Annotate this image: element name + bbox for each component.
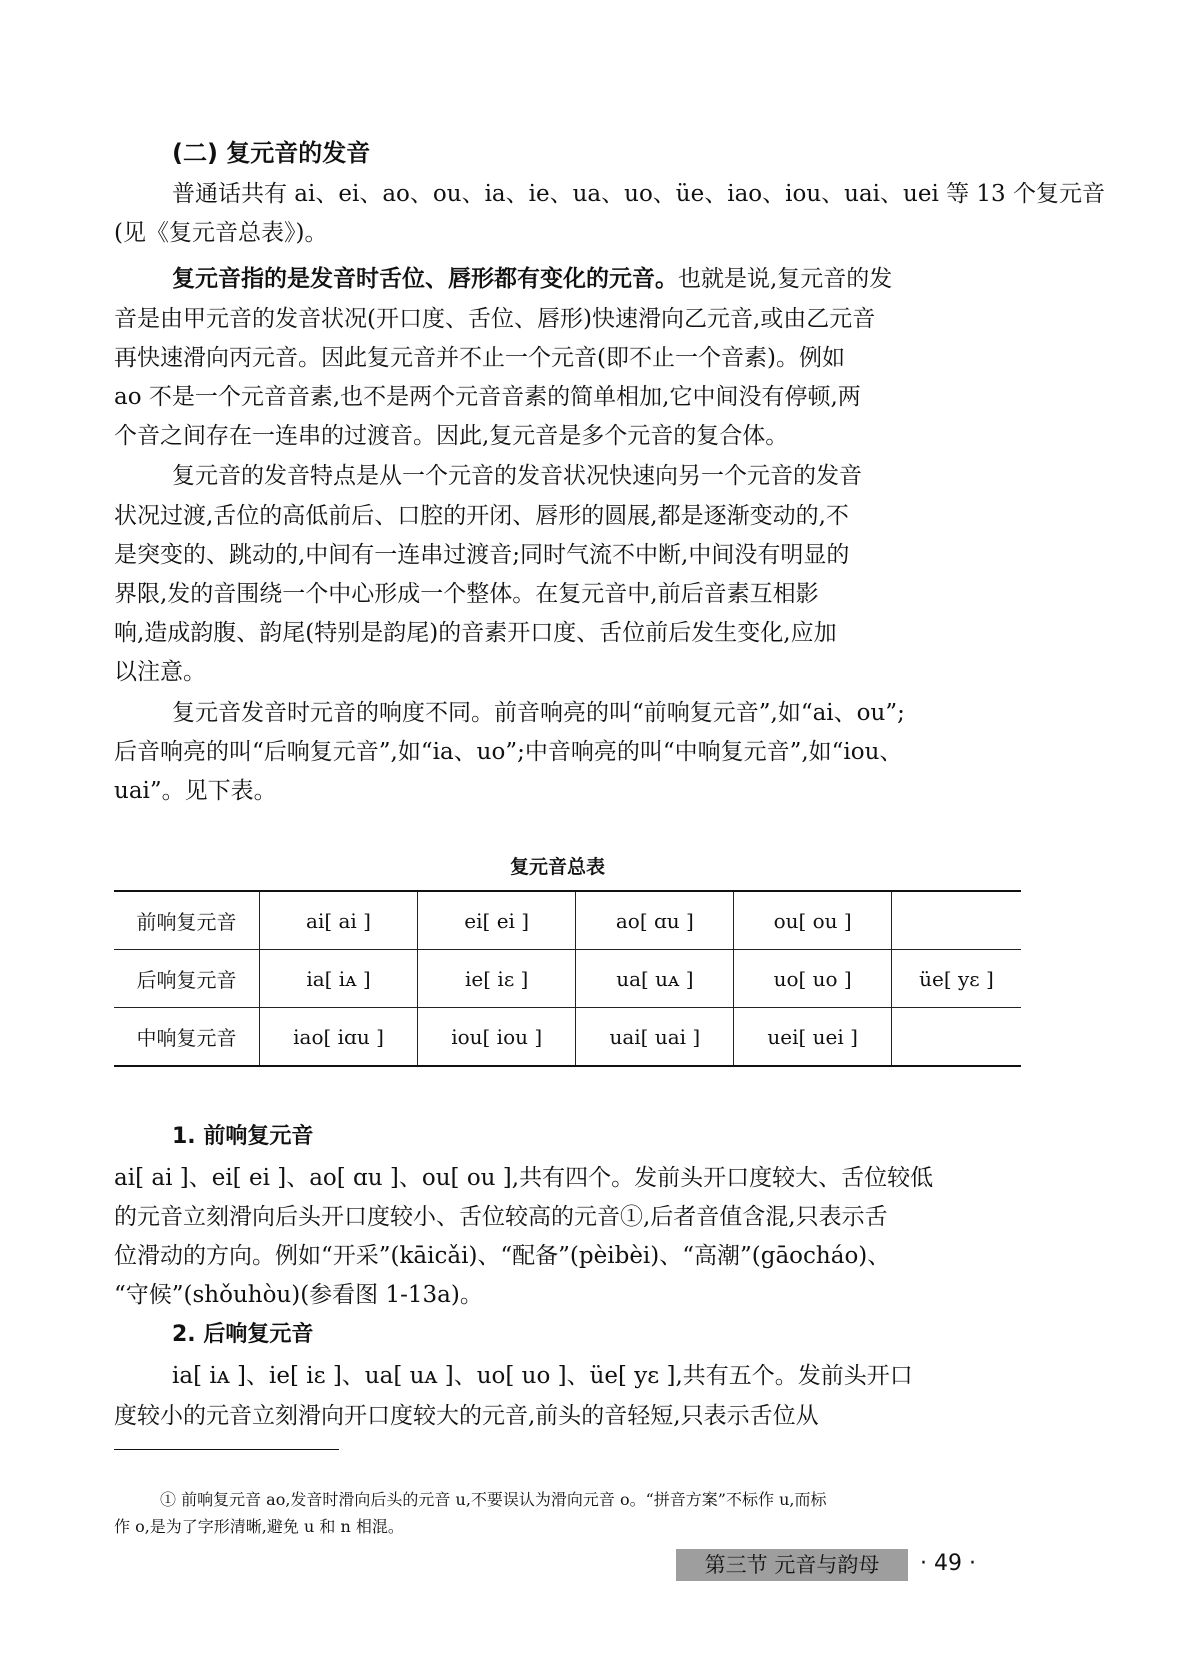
- para2-line-2: 音是由甲元音的发音状况(开口度、舌位、唇形)快速滑向乙元音,或由乙元音: [114, 306, 876, 332]
- para2-bold-definition: 复元音指的是发音时舌位、唇形都有变化的元音。: [172, 266, 678, 292]
- table-cell: ei[ ei ]: [418, 891, 576, 950]
- table-cell: ie[ iɛ ]: [418, 950, 576, 1008]
- table-cell: iou[ iou ]: [418, 1008, 576, 1067]
- table-cell: [891, 1008, 1021, 1067]
- para3-line-3: 是突变的、跳动的,中间有一连串过渡音;同时气流不中断,中间没有明显的: [114, 542, 850, 568]
- table-cell: ao[ ɑu ]: [576, 891, 734, 950]
- sub2-line-1: ia[ iᴀ ]、ie[ iɛ ]、ua[ uᴀ ]、uo[ uo ]、üe[ yɛ ],共有五个。发前头开口: [172, 1363, 913, 1389]
- sub1-line-4: “守候”(shǒuhòu)(参看图 1-13a)。: [114, 1282, 483, 1308]
- para4-line-1: 复元音发音时元音的响度不同。前音响亮的叫“前响复元音”,如“ai、ou”;: [172, 700, 905, 726]
- table-cell: iao[ iɑu ]: [260, 1008, 418, 1067]
- subsection-1-title: 1. 前响复元音: [172, 1124, 314, 1149]
- section-title: (二) 复元音的发音: [172, 139, 371, 167]
- para3-line-4: 界限,发的音围绕一个中心形成一个整体。在复元音中,前后音素互相影: [114, 581, 819, 607]
- para2-line-1: [172, 262, 892, 296]
- footnote-line-1: ① 前响复元音 ao,发音时滑向后头的元音 u,不要误认为滑向元音 o。“拼音方案”不标作 u,而标: [160, 1490, 827, 1509]
- chapter-tag: 第三节 元音与韵母: [676, 1549, 908, 1581]
- subsection-2-title: 2. 后响复元音: [172, 1322, 314, 1347]
- para2-line-4: ao 不是一个元音音素,也不是两个元音音素的简单相加,它中间没有停顿,两: [114, 384, 861, 410]
- sub1-line-3: 位滑动的方向。例如“开采”(kāicǎi)、“配备”(pèibèi)、“高潮”(gāocháo)、: [114, 1243, 891, 1269]
- table-cell: uai[ uai ]: [576, 1008, 734, 1067]
- para2-line1-rest: 也就是说,复元音的发: [678, 266, 893, 292]
- para3-line-5: 响,造成韵腹、韵尾(特别是韵尾)的音素开口度、舌位前后发生变化,应加: [114, 620, 837, 646]
- table-cell: uei[ uei ]: [734, 1008, 892, 1067]
- page-number: · 49 ·: [920, 1551, 976, 1576]
- para2-line-3: 再快速滑向丙元音。因此复元音并不止一个元音(即不止一个音素)。例如: [114, 345, 845, 371]
- row-header: 前响复元音: [114, 891, 260, 950]
- row-header: 后响复元音: [114, 950, 260, 1008]
- table-cell: üe[ yɛ ]: [891, 950, 1021, 1008]
- table-cell: [891, 891, 1021, 950]
- table-cell: ai[ ai ]: [260, 891, 418, 950]
- sub2-line-2: 度较小的元音立刻滑向开口度较大的元音,前头的音轻短,只表示舌位从: [114, 1403, 819, 1429]
- para1-line-1: 普通话共有 ai、ei、ao、ou、ia、ie、ua、uo、üe、iao、iou、uai、uei 等 13 个复元音: [172, 181, 1106, 207]
- para3-line-1: 复元音的发音特点是从一个元音的发音状况快速向另一个元音的发音: [172, 463, 862, 489]
- table-row: [114, 950, 1021, 1008]
- table-caption: 复元音总表: [510, 856, 606, 878]
- sub1-line-2: 的元音立刻滑向后头开口度较小、舌位较高的元音①,后者音值含混,只表示舌: [114, 1204, 888, 1230]
- para3-line-2: 状况过渡,舌位的高低前后、口腔的开闭、唇形的圆展,都是逐渐变动的,不: [114, 503, 849, 529]
- table-cell: ua[ uᴀ ]: [576, 950, 734, 1008]
- row-header: 中响复元音: [114, 1008, 260, 1067]
- para3-line-6: 以注意。: [114, 659, 206, 685]
- table-cell: ia[ iᴀ ]: [260, 950, 418, 1008]
- table-cell: ou[ ou ]: [734, 891, 892, 950]
- para4-line-2: 后音响亮的叫“后响复元音”,如“ia、uo”;中音响亮的叫“中响复元音”,如“iou、: [114, 739, 903, 765]
- para4-line-3: uai”。见下表。: [114, 778, 277, 804]
- table-row: [114, 891, 1021, 950]
- table-row: [114, 1008, 1021, 1067]
- para1-line-2: (见《复元音总表》)。: [114, 220, 328, 246]
- footnote-divider: [114, 1449, 339, 1450]
- sub1-line-1: ai[ ai ]、ei[ ei ]、ao[ ɑu ]、ou[ ou ],共有四个。发前头开口度较大、舌位较低: [114, 1165, 934, 1191]
- table-cell: uo[ uo ]: [734, 950, 892, 1008]
- compound-vowel-table: [114, 890, 1021, 1067]
- para2-line-5: 个音之间存在一连串的过渡音。因此,复元音是多个元音的复合体。: [114, 423, 789, 449]
- footnote-line-2: 作 o,是为了字形清晰,避免 u 和 n 相混。: [114, 1517, 404, 1536]
